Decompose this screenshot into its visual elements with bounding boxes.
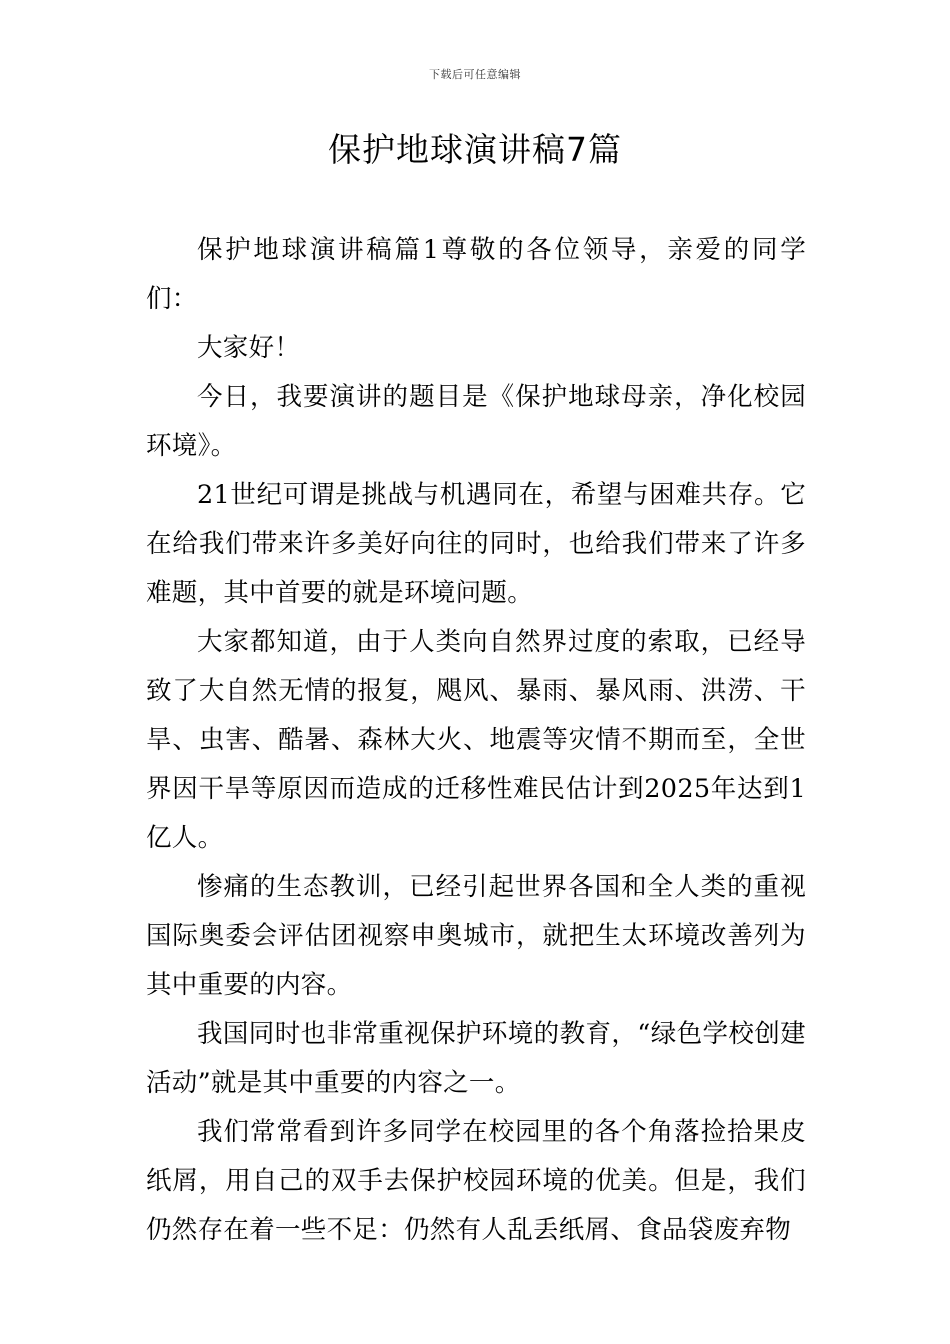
document-body [146,226,806,1255]
paragraph-21st-century: 21世纪可谓是挑战与机遇同在，希望与困难共存。它在给我们带来许多美好向往的同时，也给我们带来了许多难题，其中首要的就是环境问题。 [146,480,806,608]
paragraph-green-school: 我国同时也非常重视保护环境的教育，“绿色学校创建活动”就是其中重要的内容之一。 [146,1019,806,1098]
document-title: 保护地球演讲稿7篇 [328,130,622,169]
paragraph-hello: 大家好！ [197,333,301,363]
header-note: 下载后可任意编辑 [429,68,521,81]
paragraph-greeting: 保护地球演讲稿篇1尊敬的各位领导，亲爱的同学们： [146,235,806,314]
paragraph-ecological-lesson: 惨痛的生态教训，已经引起世界各国和全人类的重视国际奥委会评估团视察申奥城市，就把生太环境改善列为其中重要的内容。 [146,872,806,1000]
paragraph-nature-revenge: 大家都知道，由于人类向自然界过度的索取，已经导致了大自然无情的报复，飓风、暴雨、暴风雨、洪涝、干旱、虫害、酷暑、森林大火、地震等灾情不期而至，全世界因干旱等原因而造成的迁移性难民估计到2025年达到1亿人。 [146,627,806,853]
paragraph-campus-litter: 我们常常看到许多同学在校园里的各个角落捡拾果皮纸屑，用自己的双手去保护校园环境的优美。但是，我们仍然存在着一些不足：仍然有人乱丢纸屑、食品袋废弃物 [146,1117,806,1245]
paragraph-topic: 今日，我要演讲的题目是《保护地球母亲，净化校园环境》。 [146,382,806,461]
